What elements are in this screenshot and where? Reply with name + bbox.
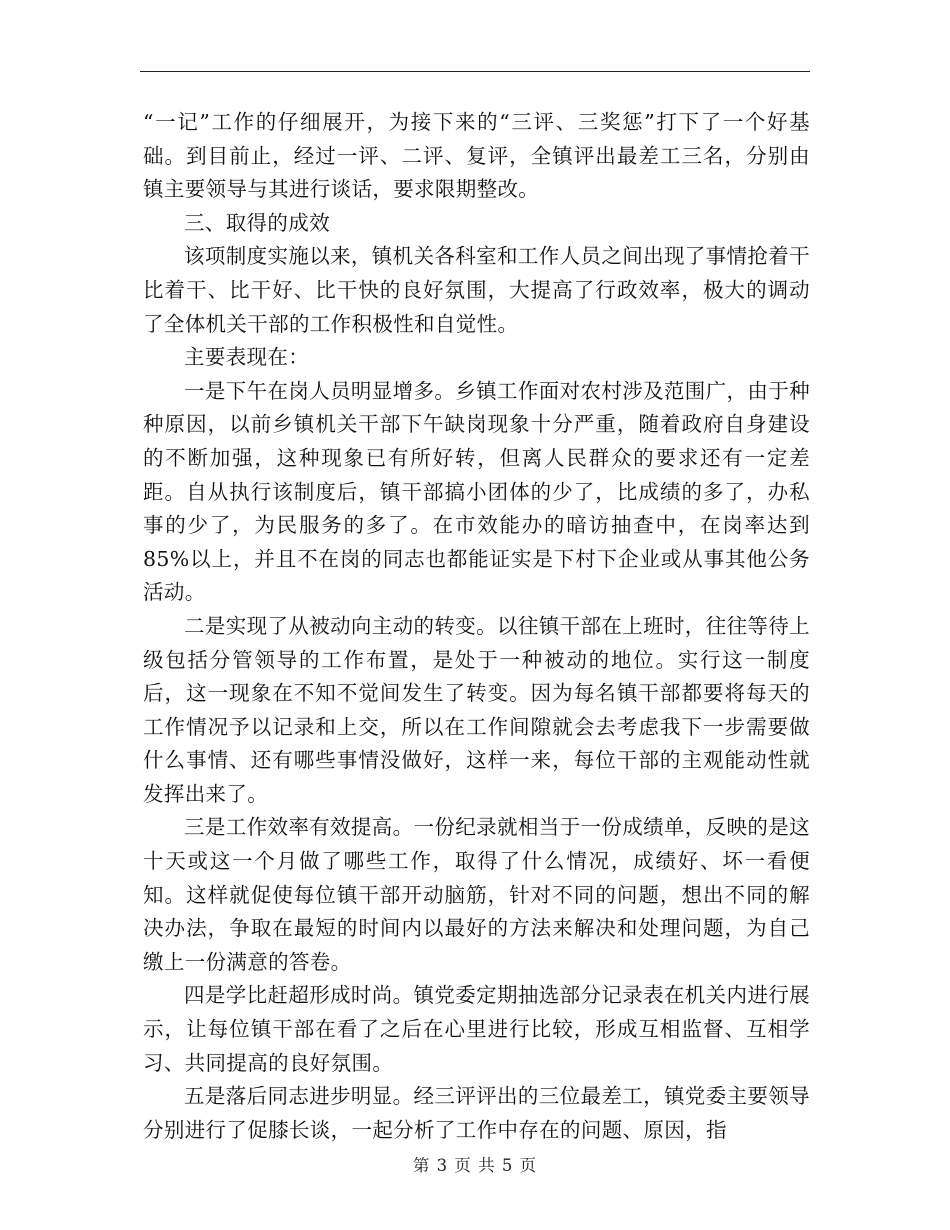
paragraph: 该项制度实施以来，镇机关各科室和工作人员之间出现了事情抢着干比着干、比干好、比干快的良好氛围，大提高了行政效率，极大的调动了全体机关干部的工作积极性和自觉性。 <box>143 244 810 336</box>
paragraph: 二是实现了从被动向主动的转变。以往镇干部在上班时，往往等待上级包括分管领导的工作布置，是处于一种被动的地位。实行这一制度后，这一现象在不知不觉间发生了转变。因为每名镇干部都要将每天的工作情况予以记录和上交，所以在工作间隙就会去考虑我下一步需要做什么事情、还有哪些事情没做好，这样一来，每位干部的主观能动性就发挥出来了。 <box>143 613 810 806</box>
paragraph: “一记”工作的仔细展开，为接下来的“三评、三奖惩”打下了一个好基础。到目前止，经过一评、二评、复评，全镇评出最差工三名，分别由镇主要领导与其进行谈话，要求限期整改。 <box>143 110 810 202</box>
paragraph: 主要表现在： <box>184 345 310 370</box>
paragraph: 一是下午在岗人员明显增多。乡镇工作面对农村涉及范围广，由于种种原因，以前乡镇机关干部下午缺岗现象十分严重，随着政府自身建设的不断加强，这种现象已有所好转，但离人民群众的要求还有一定差距。自从执行该制度后，镇干部搞小团体的少了，比成绩的多了，办私事的少了，为民服务的多了。在市效能办的暗访抽查中，在岗率达到85%以上，并且不在岗的同志也都能证实是下村下企业或从事其他公务活动。 <box>143 378 810 605</box>
paragraph: 五是落后同志进步明显。经三评评出的三位最差工，镇党委主要领导分别进行了促膝长谈，一起分析了工作中存在的问题、原因，指 <box>143 1084 810 1142</box>
header-rule <box>140 71 810 72</box>
footer-current-page: 3 <box>436 1156 449 1175</box>
paragraph: 四是学比赶超形成时尚。镇党委定期抽选部分记录表在机关内进行展示，让每位镇干部在看了之后在心里进行比较，形成互相监督、互相学习、共同提高的良好氛围。 <box>143 983 810 1075</box>
section-heading: 三、取得的成效 <box>184 210 330 235</box>
footer-prefix: 第 <box>412 1156 431 1175</box>
document-body <box>143 106 810 1147</box>
paragraph: 三是工作效率有效提高。一份纪录就相当于一份成绩单，反映的是这十天或这一个月做了哪些工作，取得了什么情况，成绩好、坏一看便知。这样就促使每位镇干部开动脑筋，针对不同的问题，想出不同的解决办法，争取在最短的时间内以最好的方法来解决和处理问题，为自己缴上一份满意的答卷。 <box>143 815 810 974</box>
footer-suffix: 页 <box>519 1156 538 1175</box>
footer-total-pages: 5 <box>501 1156 514 1175</box>
page-footer <box>0 1152 950 1176</box>
footer-middle: 页 共 <box>454 1156 496 1175</box>
